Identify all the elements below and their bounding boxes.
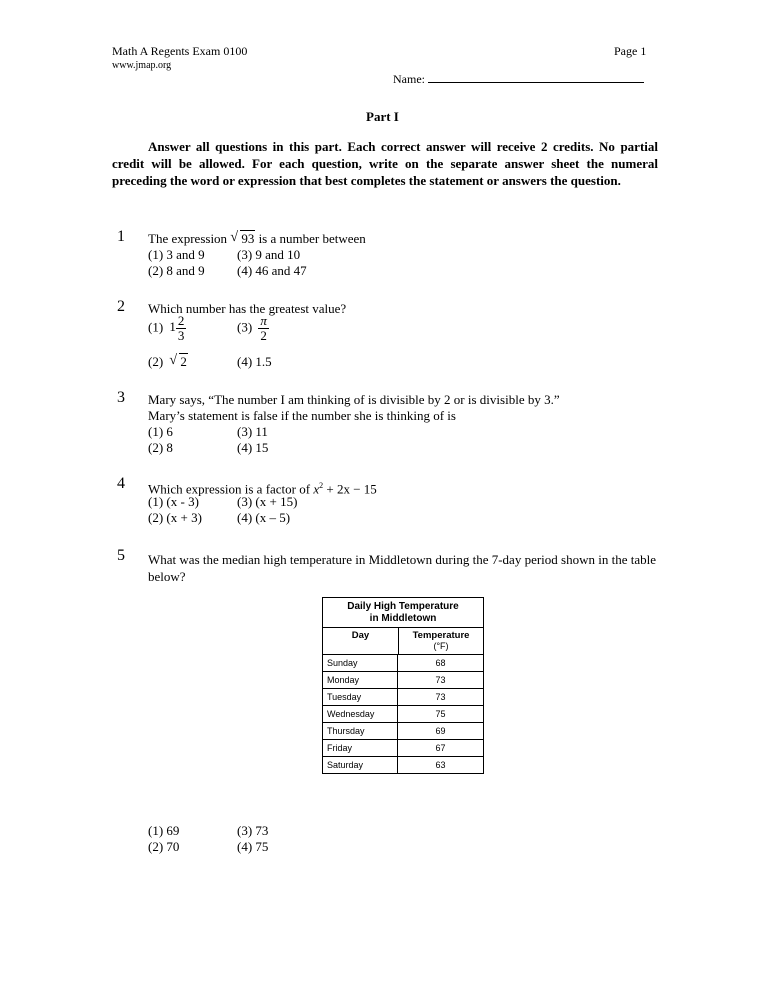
question-5-stem: What was the median high temperature in Middletown during the 7-day period shown in the table below?	[148, 552, 656, 584]
table-title-line: in Middletown	[369, 613, 437, 624]
question-3-stem-line1: Mary says, “The number I am thinking of is divisible by 2 or is divisible by 3.”	[148, 392, 560, 407]
option-label: (3)	[237, 319, 253, 335]
cell-temp: 73	[435, 675, 446, 685]
option: (4) 75	[237, 839, 269, 854]
question-number: 1	[117, 228, 125, 245]
table-title-line: Daily High Temperature	[347, 601, 459, 612]
option: (1) 3 and 9	[148, 247, 205, 262]
table-row	[323, 706, 483, 723]
stem-text: Which expression is a factor of	[148, 481, 311, 497]
table-body	[323, 655, 483, 773]
cell-day: Monday	[323, 672, 398, 688]
expr-rest: + 2x − 15	[326, 481, 377, 497]
source-url[interactable]: www.jmap.org	[112, 60, 172, 71]
temperature-table	[322, 597, 484, 774]
table-row	[323, 672, 483, 689]
cell-temp: 63	[435, 760, 446, 770]
name-field	[393, 71, 644, 87]
question-1-stem	[148, 231, 366, 247]
whole-part: 1	[169, 319, 176, 335]
radicand: 2	[180, 354, 187, 369]
exam-title: Math A Regents Exam 0100	[112, 44, 248, 58]
cell-temp: 68	[435, 658, 446, 668]
expr-exponent: 2	[319, 481, 324, 490]
cell-temp: 67	[435, 743, 446, 753]
cell-day: Wednesday	[323, 706, 398, 722]
option: (4) (x – 5)	[237, 510, 291, 525]
expr-variable: x	[313, 481, 320, 497]
table-row	[323, 740, 483, 757]
cell-temp: 73	[435, 692, 446, 702]
option: (3) (x + 15)	[237, 494, 298, 509]
cell-temp: 69	[435, 726, 446, 736]
radicand: 93	[241, 231, 255, 246]
option: (3) 73	[237, 823, 269, 838]
column-header-unit: (°F)	[433, 641, 449, 651]
option-label: (1)	[148, 319, 164, 335]
table-row	[323, 757, 483, 773]
page-number: Page 1	[614, 44, 647, 58]
question-number: 4	[117, 475, 125, 492]
cell-day: Thursday	[323, 723, 398, 739]
table-title	[323, 598, 483, 628]
option: (4) 46 and 47	[237, 263, 307, 278]
question-2-stem: Which number has the greatest value?	[148, 301, 347, 316]
cell-temp: 75	[435, 709, 446, 719]
option: (4) 1.5	[237, 354, 272, 369]
question-number: 2	[117, 298, 125, 315]
column-header-temperature	[399, 628, 483, 654]
column-header-temperature-label: Temperature	[412, 630, 470, 641]
cell-day: Friday	[323, 740, 398, 756]
option-pi-over-two	[237, 314, 269, 343]
stem-text: is a number between	[258, 231, 366, 246]
option: (3) 11	[237, 424, 268, 439]
cell-day: Sunday	[323, 655, 398, 671]
option: (1) 6	[148, 424, 173, 439]
table-header-row	[323, 628, 483, 655]
option: (2) (x + 3)	[148, 510, 202, 525]
option: (2) 8 and 9	[148, 263, 205, 278]
option: (2) 8	[148, 440, 173, 455]
option-root-two	[148, 354, 188, 370]
question-number: 3	[117, 389, 125, 406]
name-label: Name:	[393, 72, 425, 86]
square-root: √ 2	[169, 353, 187, 369]
option-label: (2)	[148, 354, 164, 369]
table-row	[323, 723, 483, 740]
cell-day: Saturday	[323, 757, 398, 773]
table-row	[323, 689, 483, 706]
square-root: √ 93	[230, 230, 255, 246]
table-row	[323, 655, 483, 672]
part-instructions: Answer all questions in this part. Each correct answer will receive 2 credits. No partial credit will be allowed. For each question, write on the separate answer sheet the numeral preceding the word or expression that best completes the statement or answers the question.	[112, 139, 658, 188]
stem-text: The expression	[148, 231, 228, 246]
option: (2) 70	[148, 839, 180, 854]
name-blank-line	[428, 71, 644, 83]
question-3-stem-line2: Mary’s statement is false if the number she is thinking of is	[148, 408, 456, 423]
option-mixed-number	[148, 314, 186, 343]
fraction: $\frac{2}{3}$	[177, 313, 185, 343]
fraction: $\frac{\pi}{2}$	[260, 313, 267, 343]
option: (1) (x - 3)	[148, 494, 199, 509]
cell-day: Tuesday	[323, 689, 398, 705]
question-number: 5	[117, 547, 125, 564]
column-header-day: Day	[323, 628, 399, 654]
option: (3) 9 and 10	[237, 247, 301, 262]
option: (1) 69	[148, 823, 180, 838]
part-heading: Part I	[366, 109, 399, 124]
option: (4) 15	[237, 440, 269, 455]
